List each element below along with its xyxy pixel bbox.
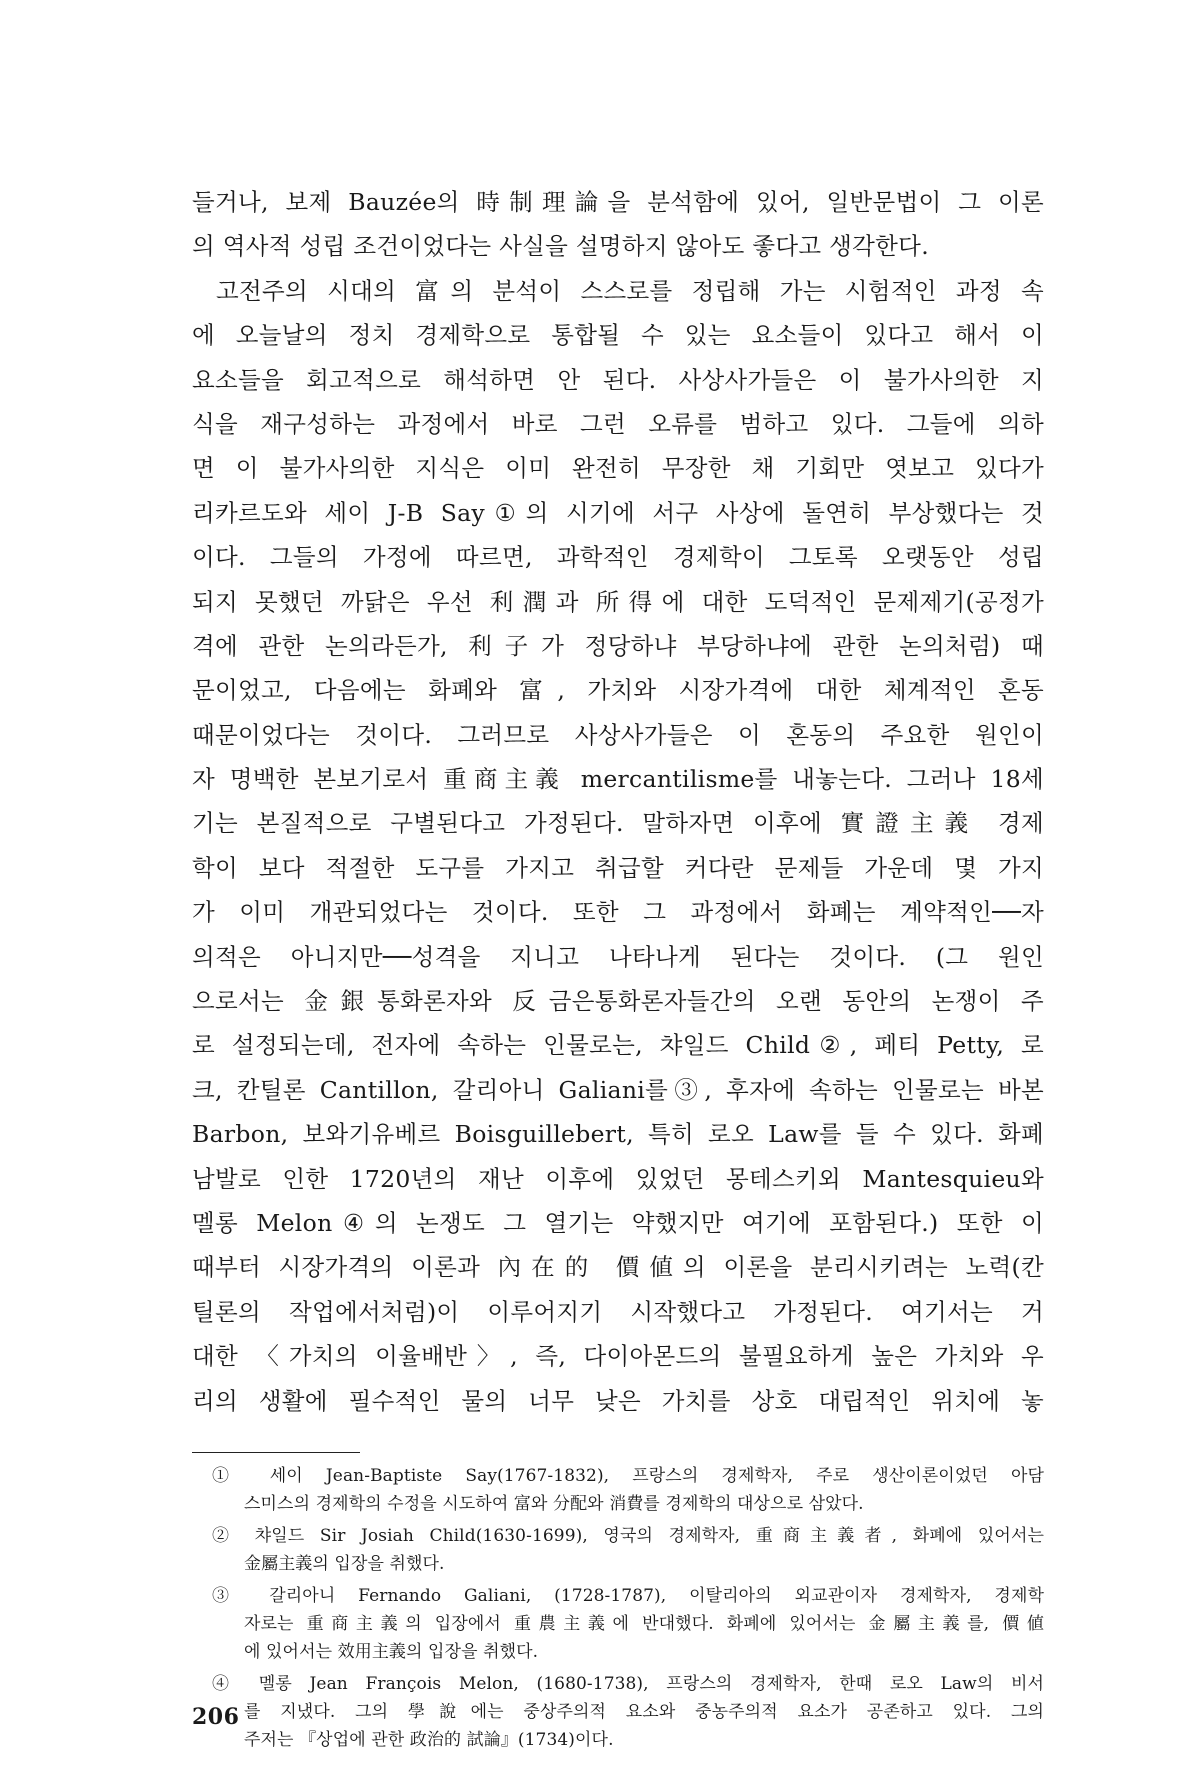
body-line: 학이 보다 적절한 도구를 가지고 취급할 커다란 문제들 가운데 몇 가지 <box>192 853 1044 882</box>
body-line: 으로서는 金銀통화론자와 反금은통화론자들간의 오랜 동안의 논쟁이 주 <box>192 987 1044 1016</box>
footnote-divider <box>192 1452 360 1453</box>
body-line: 크, 칸틸론 Cantillon, 갈리아니 Galiani를③, 후자에 속하는 인물로는 바본 <box>192 1075 1044 1104</box>
body-line: 리카르도와 세이 J-B Say①의 시기에 서구 사상에 돌연히 부상했다는 것 <box>192 498 1044 527</box>
footnote-4 <box>212 1670 1044 1754</box>
footnote-line: 에 있어서는 效用主義의 입장을 취했다. <box>244 1642 539 1662</box>
footnotes <box>212 1462 1044 1758</box>
footnote-line: ④ 멜롱 Jean François Melon, (1680-1738), 프랑스의 경제학자, 한때 로오 Law의 비서 <box>212 1674 1044 1694</box>
footnote-3 <box>212 1582 1044 1666</box>
body-line: 들거나, 보제 Bauzée의 時制理論을 분석함에 있어, 일반문법이 그 이론 <box>192 188 1044 216</box>
body-line: 의 역사적 성립 조건이었다는 사실을 설명하지 않아도 좋다고 생각한다. <box>192 232 929 261</box>
body-line: 의적은 아니지만──성격을 지니고 나타나게 된다는 것이다. (그 원인 <box>192 942 1044 971</box>
footnote-line: 주저는 『상업에 관한 政治的 試論』(1734)이다. <box>244 1730 614 1750</box>
body-line: 면 이 불가사의한 지식은 이미 완전히 무장한 채 기회만 엿보고 있다가 <box>192 454 1044 483</box>
body-line: 에 오늘날의 정치 경제학으로 통합될 수 있는 요소들이 있다고 해서 이 <box>192 321 1044 350</box>
footnote-line: ② 챠일드 Sir Josiah Child(1630-1699), 영국의 경제학자, 重商主義者, 화폐에 있어서는 <box>212 1526 1044 1546</box>
footnote-line: 스미스의 경제학의 수정을 시도하여 富와 分配와 消費를 경제학의 대상으로 삼았다. <box>244 1494 864 1514</box>
body-line: 가 이미 개관되었다는 것이다. 또한 그 과정에서 화폐는 계약적인──자 <box>192 898 1044 927</box>
footnote-2 <box>212 1522 1044 1578</box>
body-line: 자 명백한 본보기로서 重商主義 mercantilisme를 내놓는다. 그러나 18세 <box>192 765 1044 794</box>
body-line: 이다. 그들의 가정에 따르면, 과학적인 경제학이 그토록 오랫동안 성립 <box>192 543 1044 572</box>
footnote-line: 金屬主義의 입장을 취했다. <box>244 1554 445 1574</box>
body-line: 고전주의 시대의 富의 분석이 스스로를 정립해 가는 시험적인 과정 속 <box>216 276 1044 305</box>
body-line: 격에 관한 논의라든가, 利子가 정당하냐 부당하냐에 관한 논의처럼) 때 <box>192 631 1044 660</box>
page-number: 206 <box>192 1704 240 1730</box>
body-line: 기는 본질적으로 구별된다고 가정된다. 말하자면 이후에 實證主義 경제 <box>192 809 1044 838</box>
body-line: 문이었고, 다음에는 화폐와 富, 가치와 시장가격에 대한 체계적인 혼동 <box>192 676 1044 705</box>
body-line: 되지 못했던 까닭은 우선 利潤과 所得에 대한 도덕적인 문제제기(공정가 <box>192 587 1044 616</box>
body-line: 로 설정되는데, 전자에 속하는 인물로는, 챠일드 Child②, 페티 Petty, 로 <box>192 1031 1044 1060</box>
footnote-line: ① 세이 Jean-Baptiste Say(1767-1832), 프랑스의 경제학자, 주로 생산이론이었던 아담 <box>212 1466 1044 1486</box>
body-line: 틸론의 작업에서처럼)이 이루어지기 시작했다고 가정된다. 여기서는 거 <box>192 1297 1044 1326</box>
footnote-line: 를 지냈다. 그의 學說에는 중상주의적 요소와 중농주의적 요소가 공존하고 있다. 그의 <box>244 1702 1044 1722</box>
body-line: Barbon, 보와기유베르 Boisguillebert, 특히 로오 Law를 들 수 있다. 화폐 <box>192 1120 1044 1149</box>
body-line: 때문이었다는 것이다. 그러므로 사상사가들은 이 혼동의 주요한 원인이 <box>192 720 1044 749</box>
body-text <box>192 180 1044 1423</box>
footnote-1 <box>212 1462 1044 1518</box>
footnote-line: ③ 갈리아니 Fernando Galiani, (1728-1787), 이탈리아의 외교관이자 경제학자, 경제학 <box>212 1586 1044 1606</box>
body-line: 때부터 시장가격의 이론과 內在的 價値의 이론을 분리시키려는 노력(칸 <box>192 1253 1044 1282</box>
body-line: 리의 생활에 필수적인 물의 너무 낮은 가치를 상호 대립적인 위치에 놓 <box>192 1386 1044 1415</box>
body-line: 요소들을 회고적으로 해석하면 안 된다. 사상사가들은 이 불가사의한 지 <box>192 365 1044 394</box>
body-line: 대한 〈가치의 이율배반〉, 즉, 다이아몬드의 불필요하게 높은 가치와 우 <box>192 1342 1044 1371</box>
footnote-line: 자로는 重商主義의 입장에서 重農主義에 반대했다. 화폐에 있어서는 金屬主義를, 價値 <box>244 1614 1044 1634</box>
body-line: 멜롱 Melon④의 논쟁도 그 열기는 약했지만 여기에 포함된다.) 또한 이 <box>192 1208 1044 1237</box>
body-line: 식을 재구성하는 과정에서 바로 그런 오류를 범하고 있다. 그들에 의하 <box>192 409 1044 438</box>
body-line: 남발로 인한 1720년의 재난 이후에 있었던 몽테스키외 Mantesquieu와 <box>192 1164 1044 1193</box>
